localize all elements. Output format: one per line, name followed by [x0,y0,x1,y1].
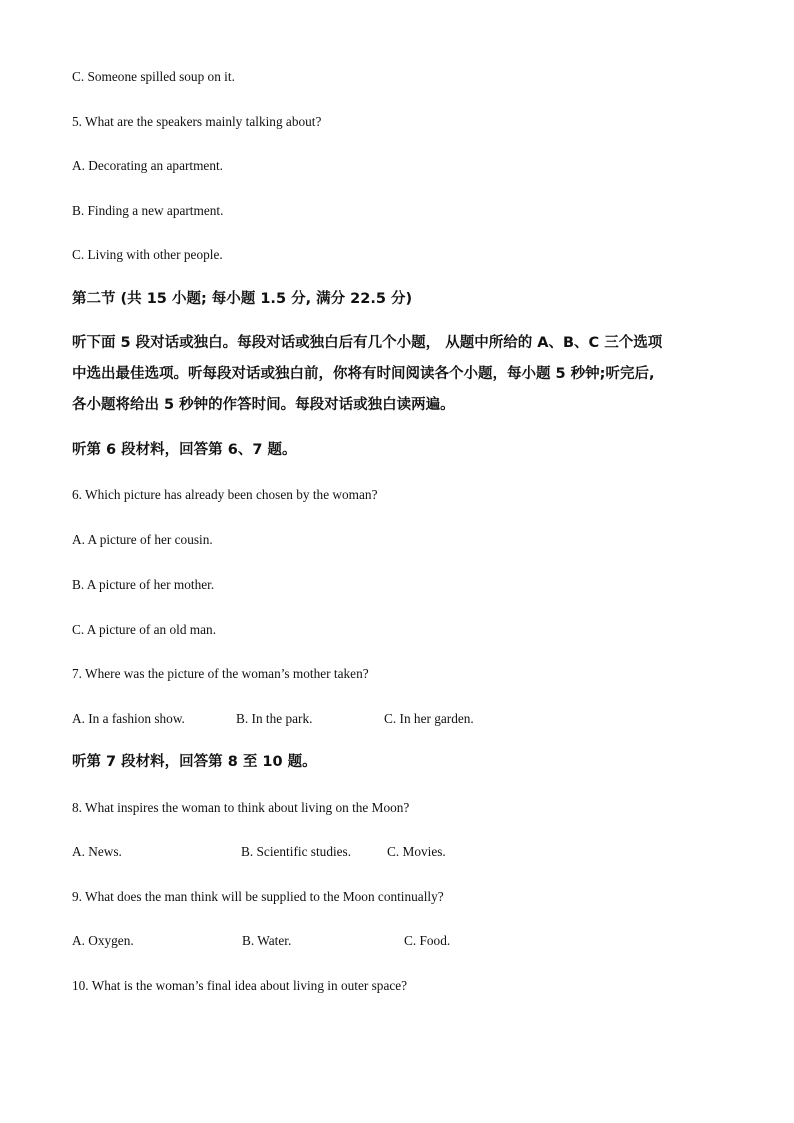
q5-question: 5. What are the speakers mainly talking about? [72,114,322,129]
q9-option-b: B. Water. [242,933,292,948]
q9-question: 9. What does the man think will be supplied to the Moon continually? [72,889,444,904]
q6-option-a: A. A picture of her cousin. [72,532,213,547]
q5-option-c: C. Living with other people. [72,247,223,262]
q8-question: 8. What inspires the woman to think about living on the Moon? [72,800,410,815]
q7-option-c: C. In her garden. [384,711,474,726]
q4-option-c: C. Someone spilled soup on it. [72,69,235,84]
q9-option-c: C. Food. [404,933,451,948]
passage6-heading: 听第 6 段材料，回答第 6、7 题。 [72,442,297,458]
q6-option-c: C. A picture of an old man. [72,622,217,637]
q5-option-b: B. Finding a new apartment. [72,203,224,218]
q5-option-a: A. Decorating an apartment. [72,158,224,173]
q8-option-a: A. News. [72,844,122,859]
q8-option-c: C. Movies. [387,844,446,859]
q9-option-a: A. Oxygen. [72,933,134,948]
section2-title: 第二节 (共 15 小题; 每小题 1.5 分, 满分 22.5 分) [72,291,413,307]
q7-option-b: B. In the park. [236,711,313,726]
q6-option-b: B. A picture of her mother. [72,577,215,592]
section2-instructions [72,328,722,421]
q10-question: 10. What is the woman’s final idea about living in outer space? [72,978,408,993]
instruction-line: 各小题将给出 5 秒钟的作答时间。每段对话或独白读两遍。 [72,397,455,413]
q8-option-b: B. Scientific studies. [241,844,352,859]
q6-question: 6. Which picture has already been chosen by the woman? [72,487,378,502]
instruction-line: 听下面 5 段对话或独白。每段对话或独白后有几个小题， 从题中所给的 A、B、C 三个选项 [72,335,663,351]
passage7-heading: 听第 7 段材料，回答第 8 至 10 题。 [72,754,317,770]
q7-question: 7. Where was the picture of the woman’s mother taken? [72,666,369,681]
instruction-line: 中选出最佳选项。听每段对话或独白前，你将有时间阅读各个小题，每小题 5 秒钟;听完后, [72,366,655,382]
q7-option-a: A. In a fashion show. [72,711,185,726]
